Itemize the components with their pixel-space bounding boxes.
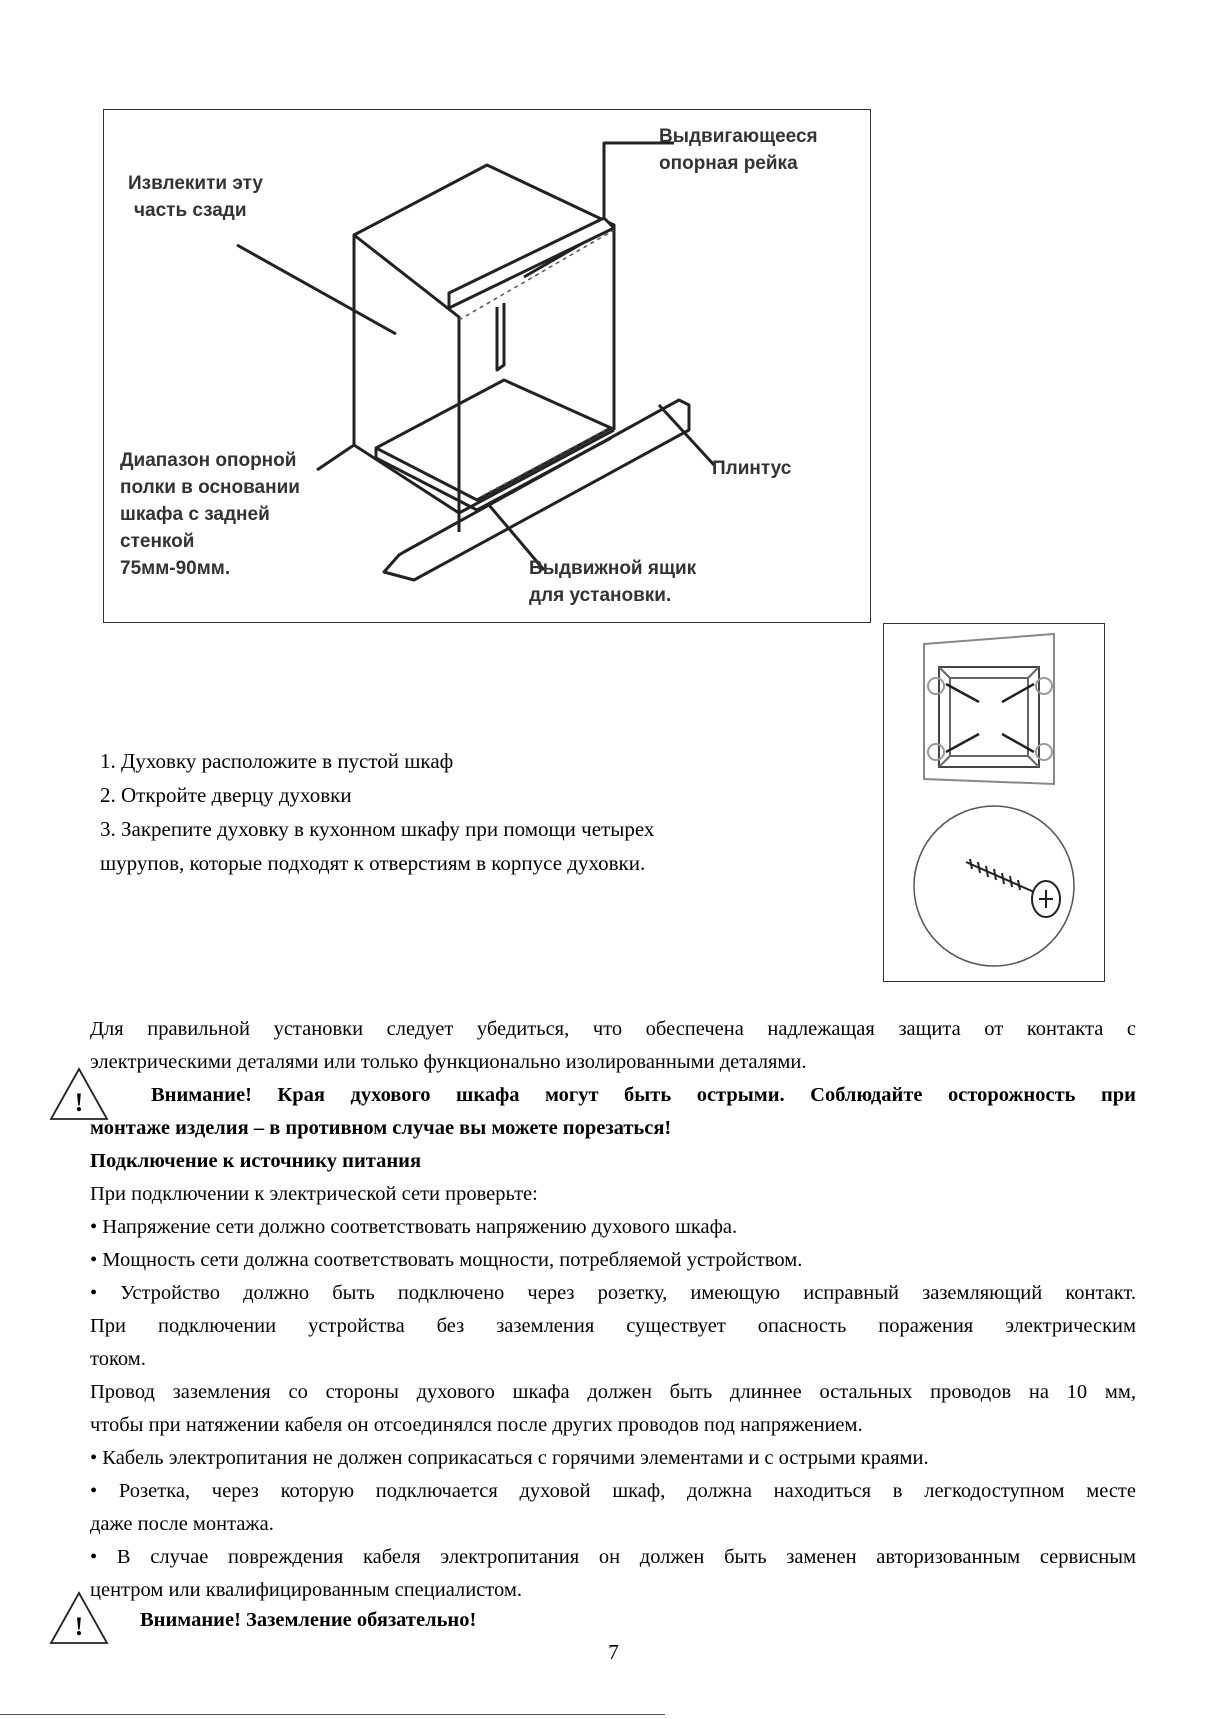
bullet-cable: • Кабель электропитания не должен соприкасаться с горячими элементами и с острыми краями. <box>90 1447 929 1469</box>
check-intro: При подключении к электрической сети проверьте: <box>90 1183 538 1205</box>
bullet-damage-line-2: центром или квалифицированным специалистом. <box>90 1579 522 1601</box>
ground-wire-line-1: Провод заземления со стороны духового шкафа должен быть длиннее остальных проводов на 10 мм, <box>90 1381 1136 1403</box>
grounding-warning-icon <box>48 1590 110 1646</box>
bullet-ground-line-3: током. <box>90 1348 146 1370</box>
bullet-ground-line-2: При подключении устройства без заземления существует опасность поражения электрическим <box>90 1315 1136 1337</box>
bullet-socket-line-1: • Розетка, через которую подключается духовой шкаф, должна находиться в легкодоступном месте <box>90 1480 1136 1502</box>
bullet-voltage: • Напряжение сети должно соответствовать напряжению духового шкафа. <box>90 1216 738 1238</box>
oven-mounting-figure <box>883 623 1105 982</box>
oven-front-illustration <box>884 624 1104 981</box>
footer-rule <box>0 1714 665 1715</box>
cabinet-installation-diagram <box>103 109 871 623</box>
intro-line-2: электрическими деталями или только функционально изолированными деталями. <box>90 1051 807 1073</box>
step-1: 1. Духовку расположите в пустой шкаф <box>100 749 454 773</box>
warning-sharp-edges-line-1: Внимание! Края духового шкафа могут быть острыми. Соблюдайте осторожность при <box>151 1084 1136 1106</box>
sliding-rail-shape <box>449 218 614 308</box>
screw-icon <box>966 859 1060 917</box>
remove-part-label: Извлекити эту часть сзади <box>128 173 263 221</box>
power-connection-heading: Подключение к источнику питания <box>90 1150 422 1172</box>
shelf-range-label: Диапазон опорной полки в основании шкафа с задней стенкой 75мм-90мм. <box>120 450 300 579</box>
intro-line-1: Для правильной установки следует убедиться, что обеспечена надлежащая защита от контакта с <box>90 1018 1136 1040</box>
bullet-damage-line-1: • В случае повреждения кабеля электропитания он должен быть заменен авторизованным сервисным <box>90 1546 1136 1568</box>
page-number: 7 <box>608 1640 619 1664</box>
plinth-shape <box>384 400 689 580</box>
sliding-rail-label: Выдвигающееся опорная рейка <box>659 126 818 174</box>
bullet-power: • Мощность сети должна соответствовать мощности, потребляемой устройством. <box>90 1249 803 1271</box>
svg-text:!: ! <box>74 1088 84 1117</box>
step-3-continued: шурупов, которые подходят к отверстиям в корпусе духовки. <box>100 851 646 875</box>
bullet-socket-line-2: даже после монтажа. <box>90 1513 274 1535</box>
install-drawer-label: Выдвижной ящик для установки. <box>529 558 697 606</box>
warning-grounding: Внимание! Заземление обязательно! <box>140 1609 477 1631</box>
plinth-label: Плинтус <box>712 458 792 479</box>
bullet-ground-line-1: • Устройство должно быть подключено через розетку, имеющую исправный заземляющий контакт. <box>90 1282 1136 1304</box>
cabinet-outline <box>354 235 459 513</box>
step-2: 2. Откройте дверцу духовки <box>100 783 352 807</box>
ground-wire-line-2: чтобы при натяжении кабеля он отсоединялся после других проводов под напряжением. <box>90 1414 863 1436</box>
step-3: 3. Закрепите духовку в кухонном шкафу при помощи четырех <box>100 817 655 841</box>
warning-sharp-edges-line-2: монтаже изделия – в противном случае вы можете порезаться! <box>90 1117 672 1139</box>
svg-text:!: ! <box>74 1612 84 1641</box>
